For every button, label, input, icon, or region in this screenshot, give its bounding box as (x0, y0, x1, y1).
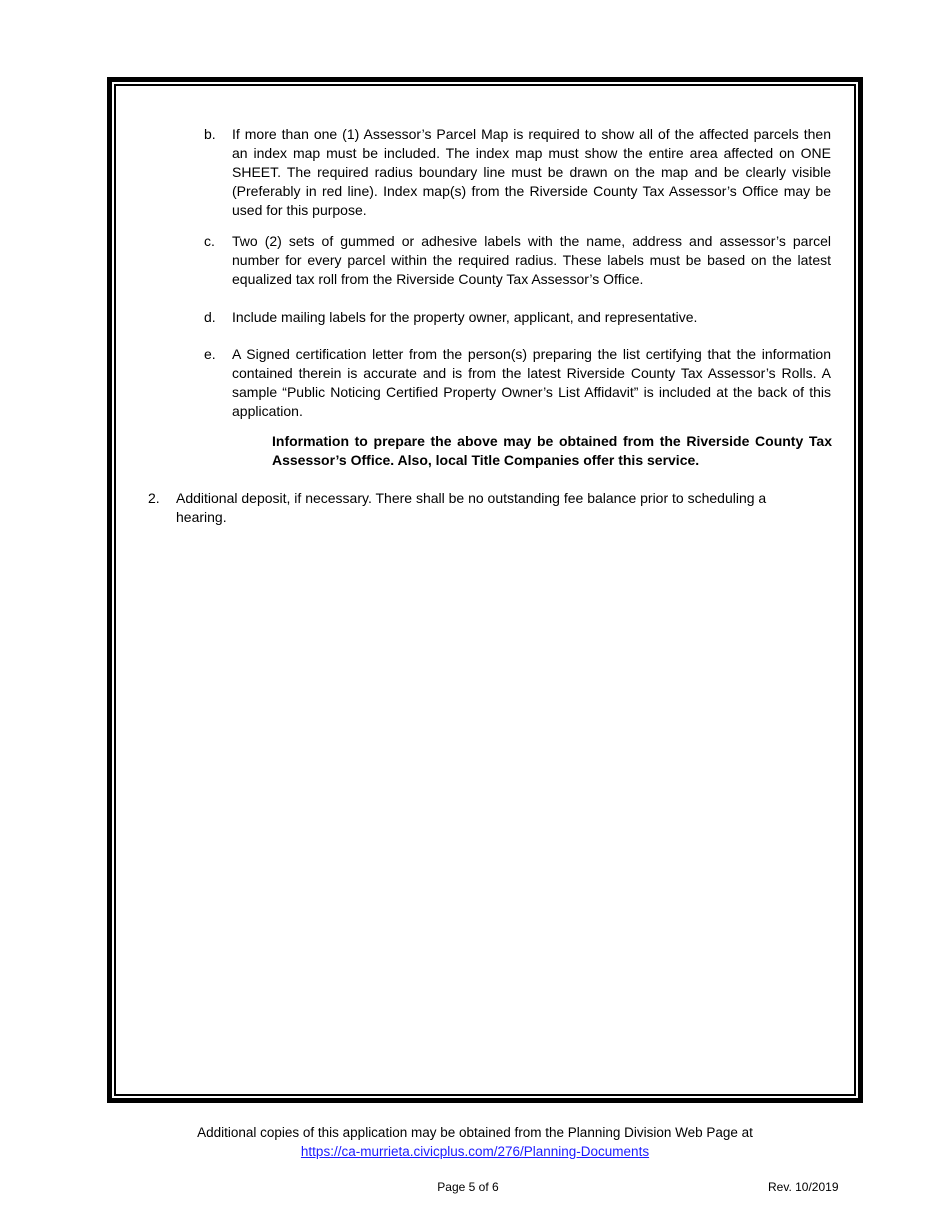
footer (0, 1123, 950, 1161)
list-item-text: Additional deposit, if necessary. There shall be no outstanding fee balance prior to scheduling a hearing. (176, 490, 767, 525)
page-border (107, 77, 863, 1103)
list-item-text: Include mailing labels for the property owner, applicant, and representative. (232, 309, 698, 325)
list-marker: 2. (148, 490, 160, 506)
list-marker: b. (204, 126, 216, 142)
list-marker: e. (204, 346, 216, 362)
page-number: Page 5 of 6 (437, 1180, 499, 1194)
revision-date: Rev. 10/2019 (768, 1180, 839, 1194)
footer-note: Additional copies of this application may be obtained from the Planning Division Web Page at (197, 1125, 753, 1140)
list-marker: d. (204, 309, 216, 325)
planning-documents-link[interactable]: https://ca-murrieta.civicplus.com/276/Planning-Documents (300, 1144, 650, 1159)
list-item-text: If more than one (1) Assessor’s Parcel Map is required to show all of the affected parcels then an index map must be included. The index map must show the entire area affected on ONE SHEET. The required radius boundary line must be drawn on the map and be clearly visible (Preferably in red line). Index map(s) from the Riverside County Tax Assessor’s Office may be used for this purpose. (232, 126, 831, 218)
list-item-text: A Signed certification letter from the person(s) preparing the list certifying that the information contained therein is accurate and is from the latest Riverside County Tax Assessor’s Rolls. A sample “Public Noticing Certified Property Owner’s List Affidavit” is included at the back of this application. (232, 346, 831, 419)
list-item-text: Two (2) sets of gummed or adhesive labels with the name, address and assessor’s parcel number for every parcel within the required radius. These labels must be based on the latest equalized tax roll from the Riverside County Tax Assessor’s Office. (232, 233, 831, 287)
info-note: Information to prepare the above may be obtained from the Riverside County Tax Assessor’s Office. Also, local Title Companies offer this service. (272, 433, 832, 468)
list-marker: c. (204, 233, 215, 249)
